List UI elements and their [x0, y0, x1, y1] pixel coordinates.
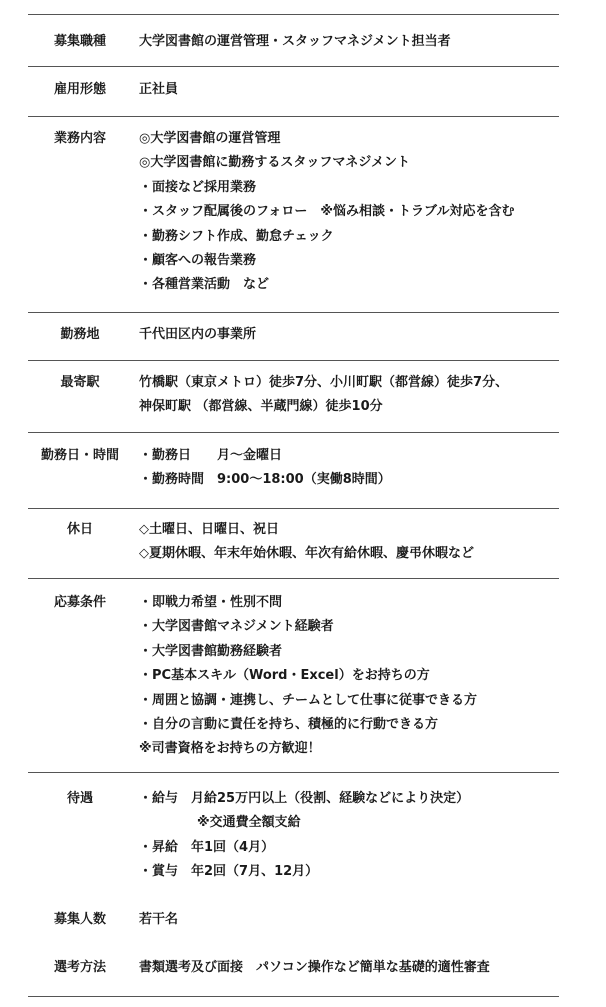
row-label: 選考方法	[53, 960, 106, 975]
row-values	[139, 956, 490, 980]
row-value: 正社員	[139, 82, 179, 97]
row-values	[139, 323, 256, 347]
row-values	[139, 908, 178, 932]
row-divider	[28, 66, 559, 67]
row-label: 待遇	[66, 791, 93, 806]
row-values	[139, 30, 451, 54]
table-bottom-border	[28, 996, 559, 997]
row-value: 大学図書館の運営管理・スタッフマネジメント担当者	[139, 34, 451, 49]
row-value: ・面接など採用業務	[139, 179, 257, 195]
row-label: 業務内容	[53, 131, 106, 146]
row-value: ・即戦力希望・性別不問	[139, 595, 283, 610]
row-divider	[28, 312, 559, 313]
row-value: ・スタッフ配属後のフォロー ※悩み相談・トラブル対応を含む	[139, 204, 515, 220]
row-value: ・顧客への報告業務	[139, 253, 257, 269]
row-value: ・各種営業活動 など	[139, 277, 270, 293]
row-value: 神保町駅 （都営線、半蔵門線）徒歩10分	[139, 399, 383, 415]
row-value: ・昇給 年1回（4月）	[139, 839, 275, 855]
row-value: ・勤務時間 9:00～18:00（実働8時間）	[139, 472, 391, 488]
row-values	[139, 518, 474, 567]
row-value: ・周囲と協調・連携し、チームとして仕事に従事できる方	[139, 692, 478, 708]
row-value: ・自分の言動に責任を持ち、積極的に行動できる方	[139, 717, 439, 733]
row-divider	[28, 116, 559, 117]
row-label: 募集職種	[53, 34, 106, 49]
row-label: 最寄駅	[60, 375, 100, 390]
row-values	[139, 127, 514, 298]
row-value: ◇土曜日、日曜日、祝日	[139, 522, 279, 537]
row-values	[139, 371, 508, 420]
row-label: 募集人数	[53, 912, 106, 927]
row-values	[139, 787, 469, 885]
row-label: 雇用形態	[53, 82, 106, 97]
row-value: ◎大学図書館の運営管理	[139, 131, 281, 146]
row-values	[139, 591, 477, 762]
row-value: ・勤務日 月～金曜日	[139, 448, 283, 463]
row-values	[139, 78, 178, 102]
row-label: 勤務日・時間	[40, 448, 119, 463]
row-value: ◇夏期休暇、年末年始休暇、年次有給休暇、慶弔休暇など	[139, 546, 474, 562]
table-top-border	[28, 14, 559, 15]
row-value: ・勤務シフト作成、勤怠チェック	[139, 228, 334, 244]
row-label: 休日	[66, 522, 93, 537]
row-value: ※司書資格をお持ちの方歓迎！	[139, 741, 321, 757]
row-value: ・給与 月給25万円以上（役割、経験などにより決定）	[139, 791, 470, 806]
row-value: ・大学図書館マネジメント経験者	[139, 619, 334, 635]
row-value: ・賞与 年2回（7月、12月）	[139, 864, 319, 880]
row-divider	[28, 772, 559, 773]
row-divider	[28, 360, 559, 361]
row-value: ※交通費全額支給	[197, 815, 301, 831]
row-value: ◎大学図書館に勤務するスタッフマネジメント	[139, 155, 410, 171]
row-divider	[28, 508, 559, 509]
row-value: 若干名	[139, 912, 179, 927]
row-label: 勤務地	[60, 327, 100, 342]
row-value: ・大学図書館勤務経験者	[139, 643, 283, 659]
row-divider	[28, 432, 559, 433]
row-value: 書類選考及び面接 パソコン操作など簡単な基礎的適性審査	[139, 960, 490, 975]
row-values	[139, 444, 391, 493]
row-divider	[28, 578, 559, 579]
row-label: 応募条件	[53, 595, 106, 610]
row-value: ・PC基本スキル（Word・Excel）をお持ちの方	[139, 668, 430, 684]
row-value: 千代田区内の事業所	[139, 327, 257, 342]
row-value: 竹橋駅（東京メトロ）徒歩7分、小川町駅（都営線）徒歩7分、	[139, 375, 509, 390]
